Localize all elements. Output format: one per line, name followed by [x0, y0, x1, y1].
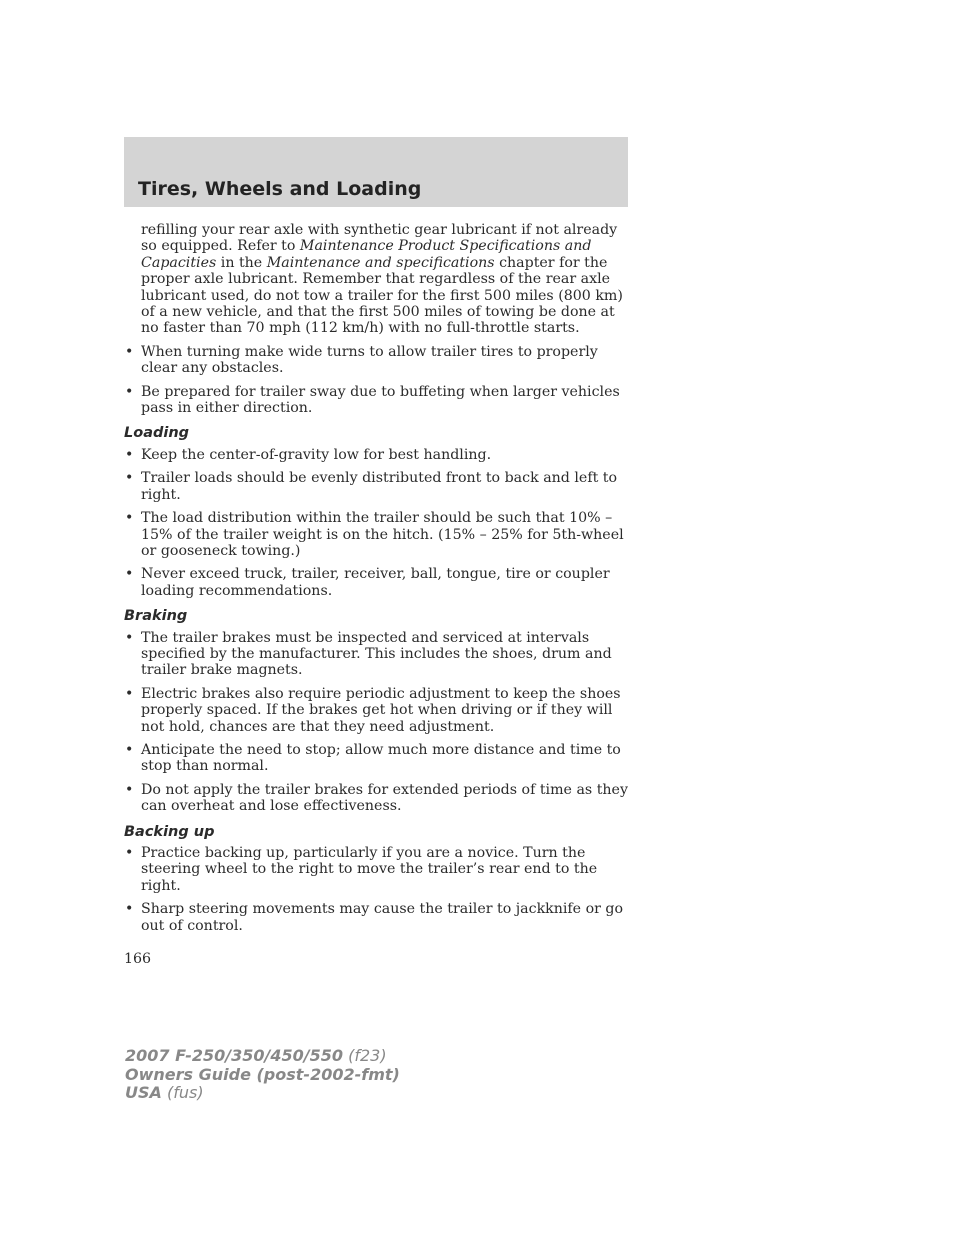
list-item: • Do not apply the trailer brakes for extended periods of time as they can overheat and lose effectiveness.	[125, 781, 628, 815]
loading-bullet-list	[124, 447, 628, 599]
footer-market-line: USA (fus)	[125, 1083, 204, 1102]
list-item: • Anticipate the need to stop; allow much more distance and time to stop than normal.	[125, 741, 621, 775]
bullet-marker: •	[125, 629, 134, 646]
heading-braking: Braking	[124, 608, 188, 625]
footer-model-line: 2007 F-250/350/450/550 (f23)	[125, 1046, 387, 1065]
page-content	[124, 222, 628, 967]
list-item: • Be prepared for trailer sway due to buffeting when larger vehicles pass in either direction.	[125, 383, 620, 417]
bullet-marker: •	[125, 901, 134, 918]
list-item: • Sharp steering movements may cause the trailer to jackknife or go out of control.	[125, 901, 624, 934]
bullet-marker: •	[125, 343, 134, 360]
list-item: • Electric brakes also require periodic adjustment to keep the shoes properly spaced. If the brakes get hot when driving or if they will not hold, chances are that they need adjustment.	[125, 685, 621, 735]
general-bullet-list	[124, 344, 628, 417]
list-item: • Keep the center-of-gravity low for best handling.	[125, 446, 492, 463]
section-header-bar	[124, 137, 628, 207]
list-item: • Never exceed truck, trailer, receiver, ball, tongue, tire or coupler loading recommendations.	[125, 566, 610, 599]
bullet-marker: •	[125, 470, 134, 487]
braking-bullet-list	[124, 630, 628, 815]
intro-paragraph: refilling your rear axle with synthetic gear lubricant if not already so equipped. Refer to Maintenance Product Specifications and Capacities in the Maintenance and specifications chapter for the proper axle lubricant. Remember that regardless of the rear axle lubricant used, do not tow a trailer for the first 500 miles (800 km) of a new vehicle, and that the first 500 miles of towing be done at no faster than 70 mph (112 km/h) with no full-throttle starts.	[141, 222, 623, 337]
bullet-marker: •	[125, 685, 134, 702]
bullet-marker: •	[125, 781, 134, 798]
bullet-marker: •	[125, 510, 134, 527]
document-footer	[125, 1047, 400, 1103]
footer-guide-line: Owners Guide (post-2002-fmt)	[125, 1064, 400, 1084]
heading-loading: Loading	[124, 425, 190, 442]
list-item: • Trailer loads should be evenly distributed front to back and left to right.	[125, 470, 618, 503]
list-item: • Practice backing up, particularly if you are a novice. Turn the steering wheel to the right to move the trailer’s rear end to the right.	[125, 845, 598, 894]
list-item: • When turning make wide turns to allow trailer tires to properly clear any obstacles.	[125, 343, 598, 377]
bullet-marker: •	[125, 741, 134, 758]
backing-up-bullet-list	[124, 845, 628, 934]
list-item: • The load distribution within the trailer should be such that 10% – 15% of the trailer weight is on the hitch. (15% – 25% for 5th-wheel or gooseneck towing.)	[125, 510, 624, 559]
reference-maintenance-chapter: Maintenance and specifications	[266, 254, 495, 271]
bullet-marker: •	[125, 383, 134, 400]
bullet-marker: •	[125, 566, 134, 583]
reference-specifications: Maintenance Product Specifications and Capacities	[141, 238, 592, 271]
section-title: Tires, Wheels and Loading	[138, 178, 422, 200]
bullet-marker: •	[125, 446, 134, 463]
heading-backing-up: Backing up	[124, 823, 215, 840]
list-item: • The trailer brakes must be inspected and serviced at intervals specified by the manufacturer. This includes the shoes, drum and trailer brake magnets.	[125, 629, 612, 679]
bullet-marker: •	[125, 845, 134, 861]
page-number: 166	[124, 951, 152, 968]
